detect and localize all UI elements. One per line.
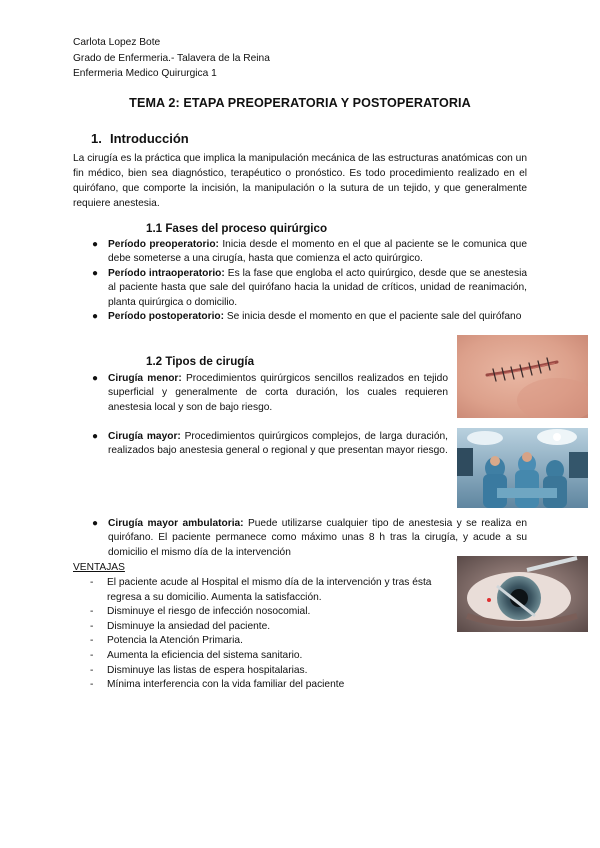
list-item: [92, 310, 527, 324]
list-item: [92, 517, 527, 560]
fases-list: [92, 238, 527, 324]
bullet-dot: ●: [92, 239, 99, 250]
dash-marker: -: [90, 664, 94, 676]
author-name: Carlota Lopez Bote: [73, 37, 161, 48]
bullet-dot: ●: [92, 267, 99, 279]
dash-marker: -: [90, 635, 94, 647]
degree-line: Grado de Enfermeria.- Talavera de la Reina: [73, 53, 270, 64]
list-item: [90, 649, 450, 664]
list-item: [92, 372, 448, 415]
desc-cirugia-menor: Procedimientos quirúrgicos sencillos realizados en tejido superficial y generalmente de corta duración, los cuales requieren anestesia local y son de bajo riesgo.: [108, 373, 449, 413]
list-item: [90, 620, 450, 635]
intro-heading: [91, 131, 189, 146]
course-line: Enfermeria Medico Quirurgica 1: [73, 68, 217, 79]
bullet-dot: ●: [92, 311, 99, 323]
sutured-wound-photo: [457, 335, 588, 418]
dash-marker: -: [90, 620, 94, 632]
desc-cirugia-ambulatoria: Puede utilizarse cualquier tipo de anestesia y se realiza en quirófano. El paciente permanece como máximo unas 8 h tras la cirugía, y acude a su domicilio el mismo día de la intervención: [108, 518, 527, 558]
desc-intraoperatorio: Es la fase que engloba el acto quirúrgico, desde que se anestesia al paciente hasta que sale del quirófano hacia la unidad de críticos, unidad de reanimación, planta quirúrgica o domicilio.: [108, 267, 527, 308]
bullet-dot: ●: [92, 518, 99, 529]
bullet-dot: ●: [92, 373, 99, 384]
term-postoperatorio: Período postoperatorio:: [108, 311, 225, 323]
list-item: [92, 238, 527, 267]
ventaja-text: Aumenta la eficiencia del sistema sanitario.: [107, 649, 303, 661]
ventaja-text: Disminuye la ansiedad del paciente.: [107, 620, 271, 632]
term-cirugia-menor: Cirugía menor:: [108, 373, 182, 384]
list-item: [90, 664, 450, 679]
ventajas-list: [90, 576, 450, 693]
desc-cirugia-mayor: Procedimientos quirúrgicos complejos, de larga duración, realizados bajo anestesia general o regional y que presentan mayor riesgo.: [108, 431, 448, 457]
ventaja-text: Disminuye el riesgo de infección nosocomial.: [107, 606, 311, 618]
intro-heading-text: Introducción: [110, 131, 189, 146]
ventaja-text: El paciente acude al Hospital el mismo día de la intervención y tras ésta regresa a su domicilio. Aumenta la satisfacción.: [107, 577, 432, 603]
dash-marker: -: [90, 577, 94, 588]
tipos-heading: 1.2 Tipos de cirugía: [146, 355, 255, 368]
list-item: [92, 430, 448, 459]
dash-marker: -: [90, 649, 94, 661]
ventaja-text: Mínima interferencia con la vida familiar del paciente: [107, 679, 345, 691]
term-preoperatorio: Período preoperatorio:: [108, 239, 219, 250]
cirugia-mayor-item: [92, 430, 448, 459]
ventaja-text: Potencia la Atención Primaria.: [107, 635, 243, 647]
term-cirugia-mayor: Cirugía mayor:: [108, 431, 181, 442]
list-item: [92, 267, 527, 310]
desc-preoperatorio: Inicia desde el momento en el que al paciente se le comunica que debe someterse a una cirugía, hasta que comienza el acto quirúrgico.: [108, 239, 527, 265]
list-item: [90, 605, 450, 620]
desc-postoperatorio: Se inicia desde el momento en que el paciente sale del quirófano: [224, 311, 522, 323]
cirugia-ambulatoria-item: [92, 517, 527, 560]
operating-room-photo: [457, 428, 588, 508]
term-intraoperatorio: Período intraoperatorio:: [108, 267, 225, 279]
dash-marker: -: [90, 679, 94, 691]
intro-number: 1.: [91, 131, 102, 146]
list-item: [90, 678, 450, 693]
cirugia-menor-item: [92, 372, 448, 415]
fases-heading: 1.1 Fases del proceso quirúrgico: [146, 222, 328, 235]
ventaja-text: Disminuye las listas de espera hospitalarias.: [107, 664, 308, 676]
dash-marker: -: [90, 606, 94, 618]
term-cirugia-ambulatoria: Cirugía mayor ambulatoria:: [108, 518, 244, 529]
bullet-dot: ●: [92, 431, 99, 442]
ventajas-heading: VENTAJAS: [73, 562, 125, 573]
document-title: TEMA 2: ETAPA PREOPERATORIA Y POSTOPERATORIA: [129, 96, 471, 110]
list-item: [90, 634, 450, 649]
eye-surgery-photo: [457, 556, 588, 632]
intro-paragraph: La cirugía es la práctica que implica la manipulación mecánica de las estructuras anatómicas con un fin médico, bien sea diagnóstico, terapéutico o pronóstico. Es todo procedimiento realizado en el quirófano, que comporte la incisión, la manipulación o la sutura de un tejido, y que generalmente requiere anestesia.: [73, 153, 527, 209]
list-item: [90, 576, 450, 605]
